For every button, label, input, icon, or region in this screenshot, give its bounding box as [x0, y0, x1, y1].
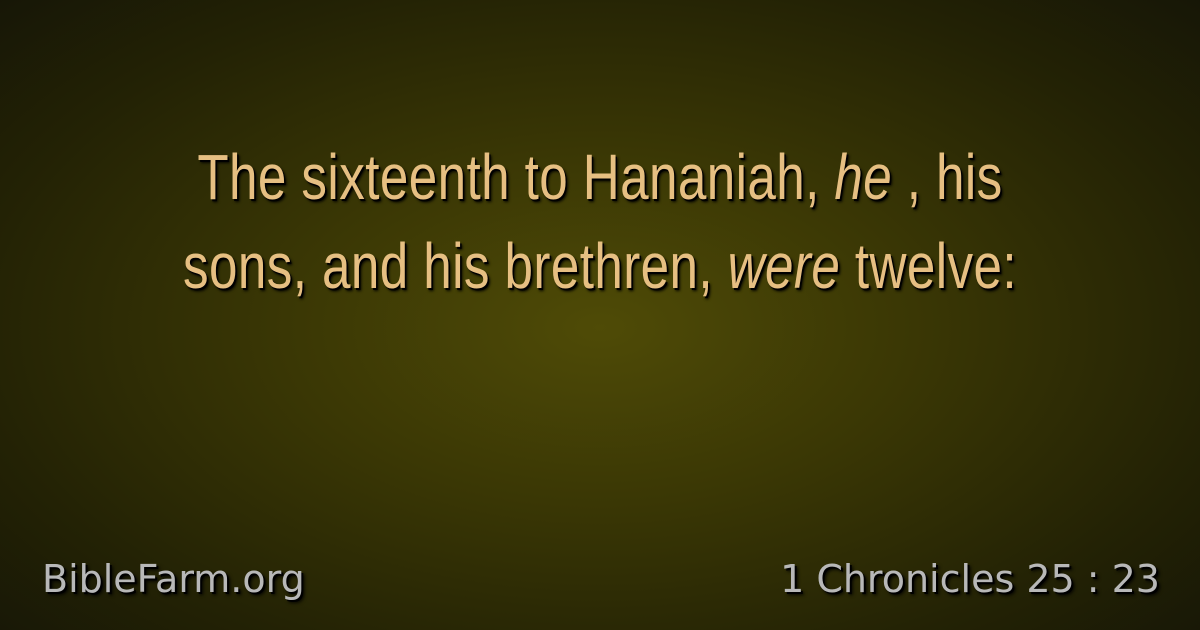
verse-part-1: The sixteenth to Hananiah, — [197, 141, 835, 213]
verse-part-3: twelve: — [840, 230, 1018, 302]
verse-italic-he: he — [834, 141, 893, 213]
site-name: BibleFarm.org — [42, 557, 305, 601]
verse-text — [152, 133, 1048, 311]
verse-part-2: , his sons, and his brethren, — [182, 141, 1003, 302]
verse-italic-were: were — [727, 230, 841, 302]
verse-reference: 1 Chronicles 25 : 23 — [780, 557, 1160, 601]
